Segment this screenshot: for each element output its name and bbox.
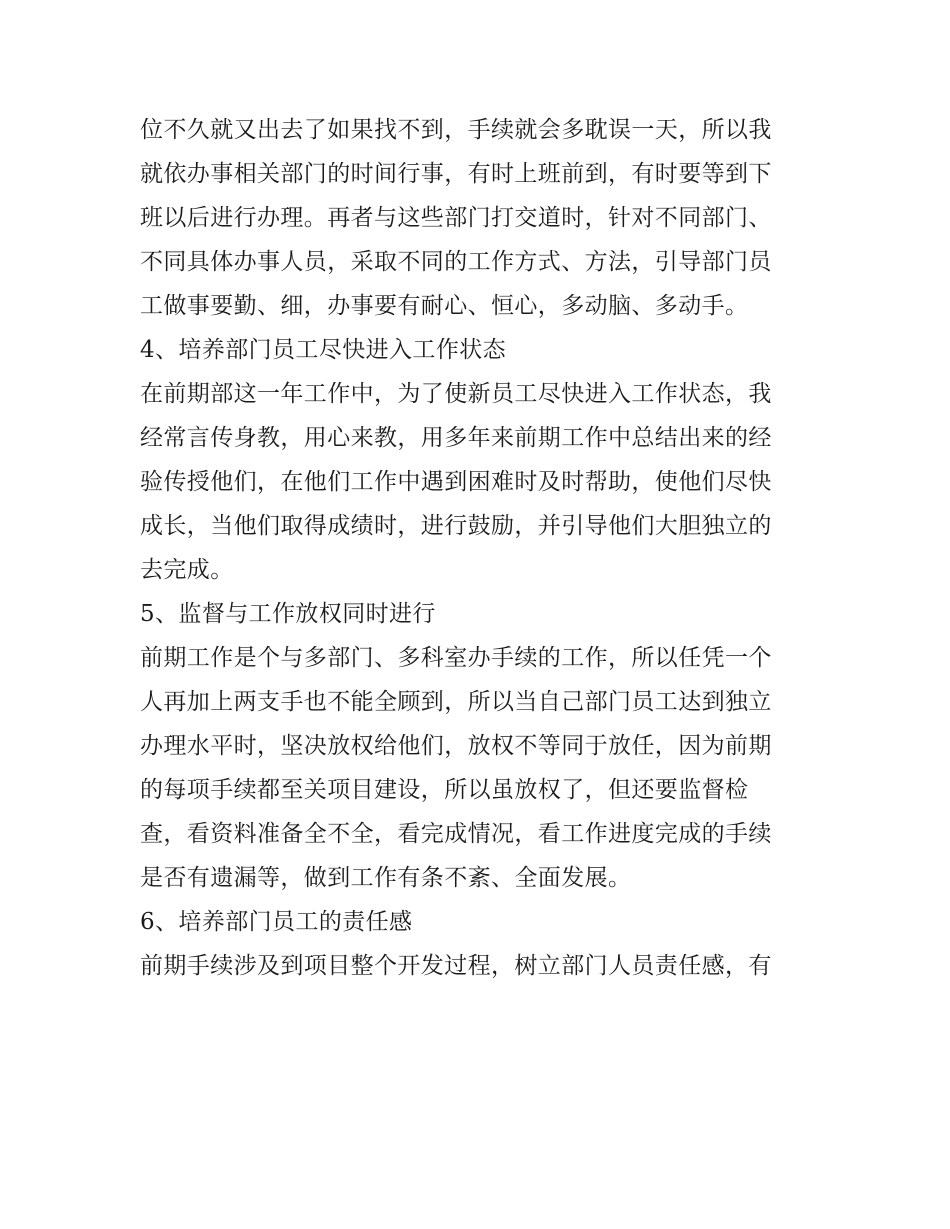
text-line: 前期工作是个与多部门、多科室办手续的工作，所以任凭一个: [140, 645, 772, 671]
text-line: 成长，当他们取得成绩时，进行鼓励，并引导他们大胆独立的: [140, 513, 772, 539]
text-line: 办理水平时，坚决放权给他们，放权不等同于放任，因为前期: [140, 733, 772, 759]
text-line: 前期手续涉及到项目整个开发过程，树立部门人员责任感，有: [140, 953, 772, 979]
text-line: 验传授他们，在他们工作中遇到困难时及时帮助，使他们尽快: [140, 469, 772, 495]
text-line: 位不久就又出去了如果找不到，手续就会多耽误一天，所以我: [140, 117, 772, 143]
text-line: 去完成。: [140, 557, 234, 583]
text-line: 在前期部这一年工作中，为了使新员工尽快进入工作状态，我: [140, 381, 772, 407]
section-heading-5: 5、监督与工作放权同时进行: [140, 601, 436, 627]
text-line: 查，看资料准备全不全，看完成情况，看工作进度完成的手续: [140, 821, 772, 847]
section-heading-4: 4、培养部门员工尽快进入工作状态: [140, 337, 507, 363]
text-line: 就依办事相关部门的时间行事，有时上班前到，有时要等到下: [140, 161, 772, 187]
text-line: 经常言传身教，用心来教，用多年来前期工作中总结出来的经: [140, 425, 772, 451]
text-line: 是否有遗漏等，做到工作有条不紊、全面发展。: [140, 865, 632, 891]
text-line: 工做事要勤、细，办事要有耐心、恒心，多动脑、多动手。: [140, 293, 749, 319]
body-text: [140, 108, 820, 988]
text-line: 不同具体办事人员，采取不同的工作方式、方法，引导部门员: [140, 249, 772, 275]
text-line: 的每项手续都至关项目建设，所以虽放权了，但还要监督检: [140, 777, 749, 803]
text-line: 班以后进行办理。再者与这些部门打交道时，针对不同部门、: [140, 205, 772, 231]
text-line: 人再加上两支手也不能全顾到，所以当自己部门员工达到独立: [140, 689, 772, 715]
section-heading-6: 6、培养部门员工的责任感: [140, 909, 413, 935]
